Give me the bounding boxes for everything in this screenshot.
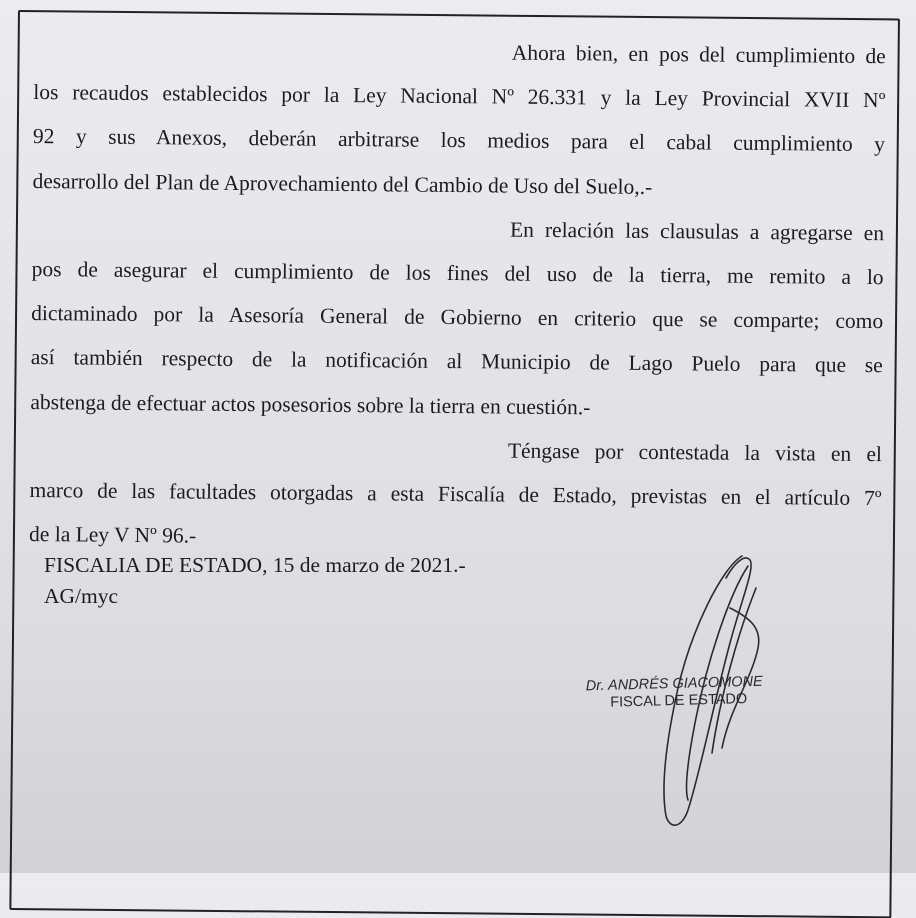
official-name: Dr. ANDRÉS GIACOMONE bbox=[585, 673, 763, 695]
paragraph-2-line-3: dictaminado por la Asesoría General de Gobierno en criterio que se comparte; como bbox=[31, 301, 884, 334]
paragraph-1-line-2: los recaudos establecidos por la Ley Nacional Nº 26.331 y la Ley Provincial XVII Nº bbox=[33, 80, 886, 113]
document-body bbox=[29, 26, 886, 564]
paragraph-2-line-4: así también respecto de la notificación al Municipio de Lago Puelo para que se bbox=[30, 345, 883, 378]
official-title: FISCAL DE ESTADO bbox=[610, 691, 748, 711]
initials: AG/myc bbox=[44, 584, 119, 608]
signature-stamp bbox=[586, 674, 764, 713]
paragraph-2-line-1: En relación las clausulas a agregarse en bbox=[509, 217, 885, 245]
paragraph-3-line-1: Téngase por contestada la vista en el bbox=[507, 438, 883, 466]
paragraph-3-line-2: marco de las facultades otorgadas a esta Fiscalía de Estado, previstas en el artículo 7º bbox=[29, 477, 882, 511]
paragraph-1-line-4: desarrollo del Plan de Aprovechamiento del Cambio de Uso del Suelo,.- bbox=[32, 168, 653, 199]
paragraph-1-line-3: 92 y sus Anexos, deberán arbitrarse los medios para el cabal cumplimiento y bbox=[32, 124, 886, 157]
paragraph-1-line-1: Ahora bien, en pos del cumplimiento de bbox=[511, 40, 886, 69]
place-date: FISCALIA DE ESTADO, 15 de marzo de 2021.- bbox=[44, 553, 466, 577]
paragraph-3-line-3: de la Ley V Nº 96.- bbox=[29, 522, 197, 548]
paragraph-2-line-2: pos de asegurar el cumplimiento de los fines del uso de la tierra, me remito a lo bbox=[31, 256, 884, 290]
closing-block bbox=[44, 550, 466, 612]
paragraph-2-line-5: abstenga de efectuar actos posesorios sobre la tierra en cuestión.- bbox=[30, 389, 591, 419]
